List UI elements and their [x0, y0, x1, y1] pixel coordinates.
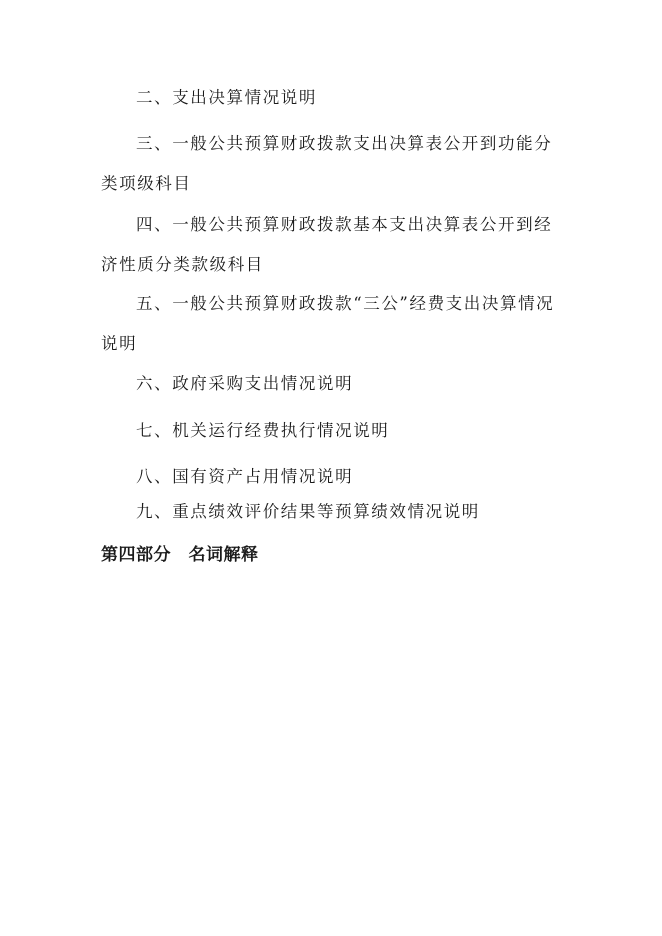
list-item-operating-expenses: 七、机关运行经费执行情况说明 — [136, 421, 390, 440]
section-heading: 第四部分 名词解释 — [101, 545, 259, 565]
list-item-performance-evaluation: 九、重点绩效评价结果等预算绩效情况说明 — [136, 502, 480, 521]
list-item-functional-classification: 三、一般公共预算财政拨款支出决算表公开到功能分类项级科目 — [101, 134, 553, 193]
list-item-state-assets: 八、国有资产占用情况说明 — [136, 467, 354, 486]
list-item-economic-classification: 四、一般公共预算财政拨款基本支出决算表公开到经济性质分类款级科目 — [101, 215, 553, 274]
list-item-government-procurement: 六、政府采购支出情况说明 — [136, 374, 354, 393]
list-item-expenditure-explanation: 二、支出决算情况说明 — [136, 88, 317, 107]
list-item-three-public-expenses: 五、一般公共预算财政拨款“三公”经费支出决算情况说明 — [101, 294, 555, 353]
